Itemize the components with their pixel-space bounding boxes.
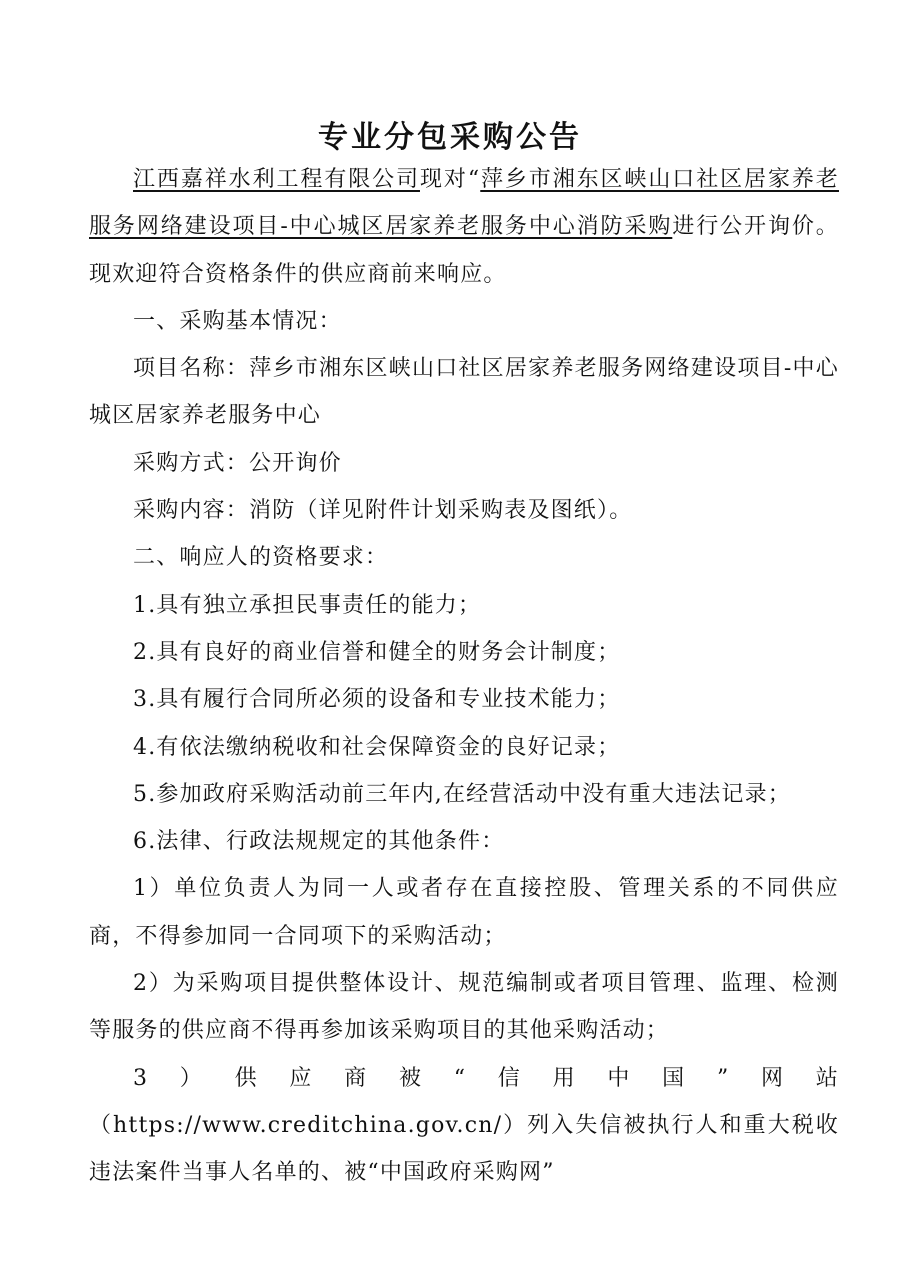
- procurement-content-line: 采购内容：消防（详见附件计划采购表及图纸）。: [133, 498, 633, 524]
- sub-requirement-item: 1）单位负责人为同一人或者存在直接控股、管理关系的不同供应商，不得参加同一合同项下的采购活动；: [89, 876, 839, 949]
- requirement-item: 5.参加政府采购活动前三年内,在经营活动中没有重大违法记录；: [133, 781, 791, 807]
- intro-text-b: 进行公开询价。现欢迎符合资格条件的供应商前来响应。: [89, 214, 840, 287]
- procurement-method-line: 采购方式：公开询价: [133, 450, 342, 476]
- company-name: 江西嘉祥水利工程有限公司: [133, 167, 420, 192]
- requirement-item: 1.具有独立承担民事责任的能力；: [133, 592, 482, 618]
- section-heading-basic-info: 一、采购基本情况：: [133, 308, 342, 334]
- intro-paragraph: [89, 156, 839, 298]
- section-heading-qualifications: 二、响应人的资格要求：: [133, 545, 389, 571]
- intro-text-a: 现对“: [419, 167, 481, 192]
- document-body: [89, 156, 839, 1197]
- document-title: 专业分包采购公告: [318, 120, 582, 155]
- sub-requirement-item: 3）供应商被“信用中国”网站（https://www.creditchina.gov.cn/）列入失信被执行人和重大税收违法案件当事人名单的、被“中国政府采购网”: [89, 1065, 839, 1186]
- requirement-item: 3.具有履行合同所必须的设备和专业技术能力；: [133, 687, 621, 713]
- requirement-item: 4.有依法缴纳税收和社会保障资金的良好记录；: [133, 734, 621, 760]
- requirement-item: 6.法律、行政法规规定的其他条件：: [133, 829, 505, 855]
- requirement-item: 2.具有良好的商业信誉和健全的财务会计制度；: [133, 639, 621, 665]
- sub-requirement-item: 2）为采购项目提供整体设计、规范编制或者项目管理、监理、检测等服务的供应商不得再参加该采购项目的其他采购活动；: [89, 971, 839, 1044]
- project-title: 萍乡市湘东区峡山口社区居家养老服务网络建设项目-中心城区居家养老服务中心消防采购: [89, 167, 839, 240]
- project-name-line: 项目名称：萍乡市湘东区峡山口社区居家养老服务网络建设项目-中心城区居家养老服务中心: [89, 356, 839, 429]
